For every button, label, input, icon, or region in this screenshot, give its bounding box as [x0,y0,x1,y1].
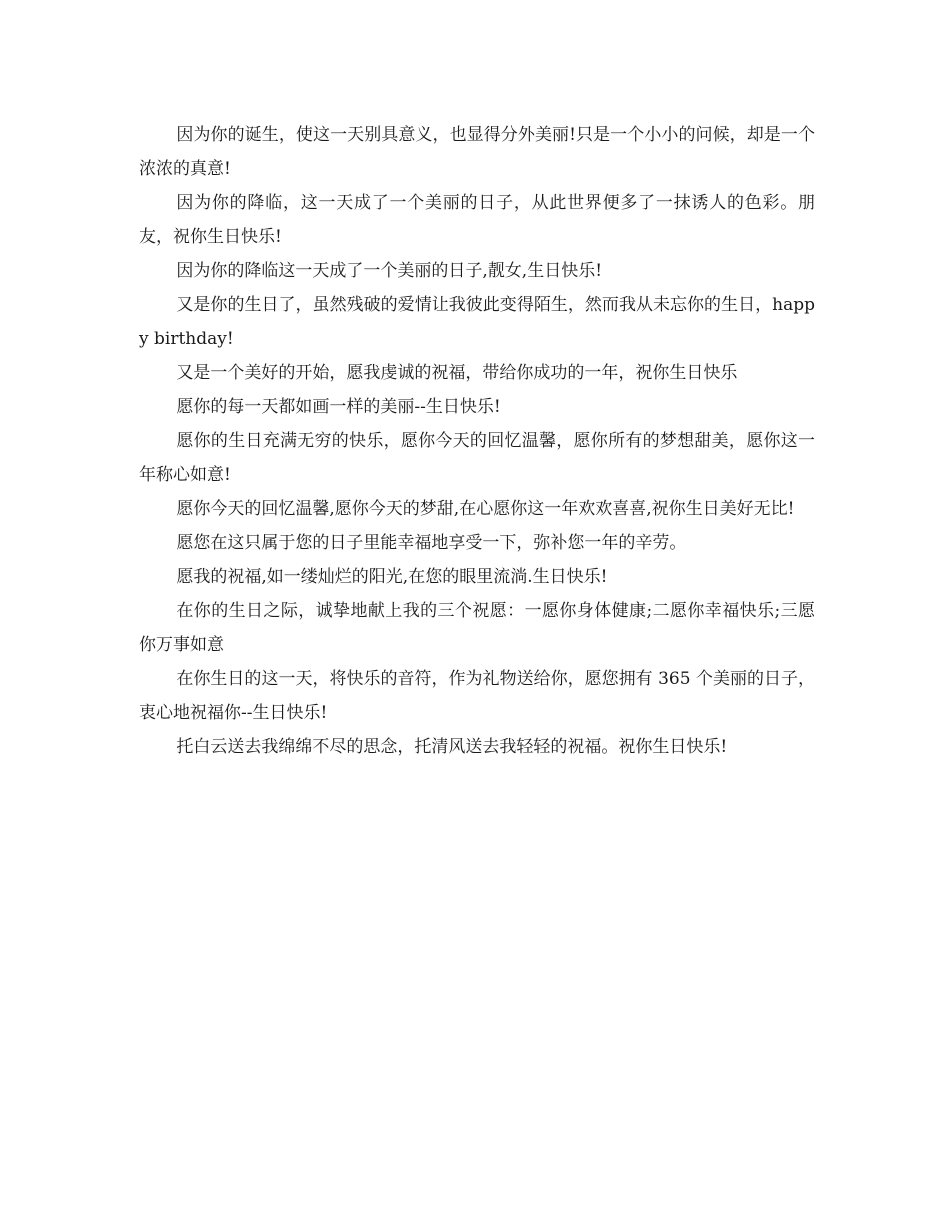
paragraph: 愿你的每一天都如画一样的美丽--生日快乐! [176,397,501,417]
paragraph: 托白云送去我绵绵不尽的思念，托清风送去我轻轻的祝福。祝你生日快乐! [176,737,728,757]
paragraph: 又是你的生日了，虽然残破的爱情让我彼此变得陌生，然而我从未忘你的生日，happy birthday! [139,295,815,349]
paragraph: 因为你的诞生，使这一天别具意义，也显得分外美丽!只是一个小小的问候，却是一个浓浓的真意! [139,125,815,179]
document-body [139,118,815,764]
paragraph: 愿你今天的回忆温馨,愿你今天的梦甜,在心愿你这一年欢欢喜喜,祝你生日美好无比! [176,499,795,519]
paragraph: 因为你的降临，这一天成了一个美丽的日子，从此世界便多了一抹诱人的色彩。朋友，祝你生日快乐! [139,193,815,247]
paragraph: 愿你的生日充满无穷的快乐，愿你今天的回忆温馨，愿你所有的梦想甜美，愿你这一年称心如意! [139,431,815,485]
paragraph: 在你的生日之际，诚挚地献上我的三个祝愿：一愿你身体健康;二愿你幸福快乐;三愿你万事如意 [139,601,815,655]
paragraph: 又是一个美好的开始，愿我虔诚的祝福，带给你成功的一年，祝你生日快乐 [176,363,738,383]
paragraph: 在你生日的这一天，将快乐的音符，作为礼物送给你，愿您拥有 365 个美丽的日子，衷心地祝福你--生日快乐! [139,669,815,723]
paragraph: 愿您在这只属于您的日子里能幸福地享受一下，弥补您一年的辛劳。 [176,533,687,553]
paragraph: 因为你的降临这一天成了一个美丽的日子,靓女,生日快乐! [176,261,603,281]
paragraph: 愿我的祝福,如一缕灿烂的阳光,在您的眼里流淌.生日快乐! [176,567,608,587]
